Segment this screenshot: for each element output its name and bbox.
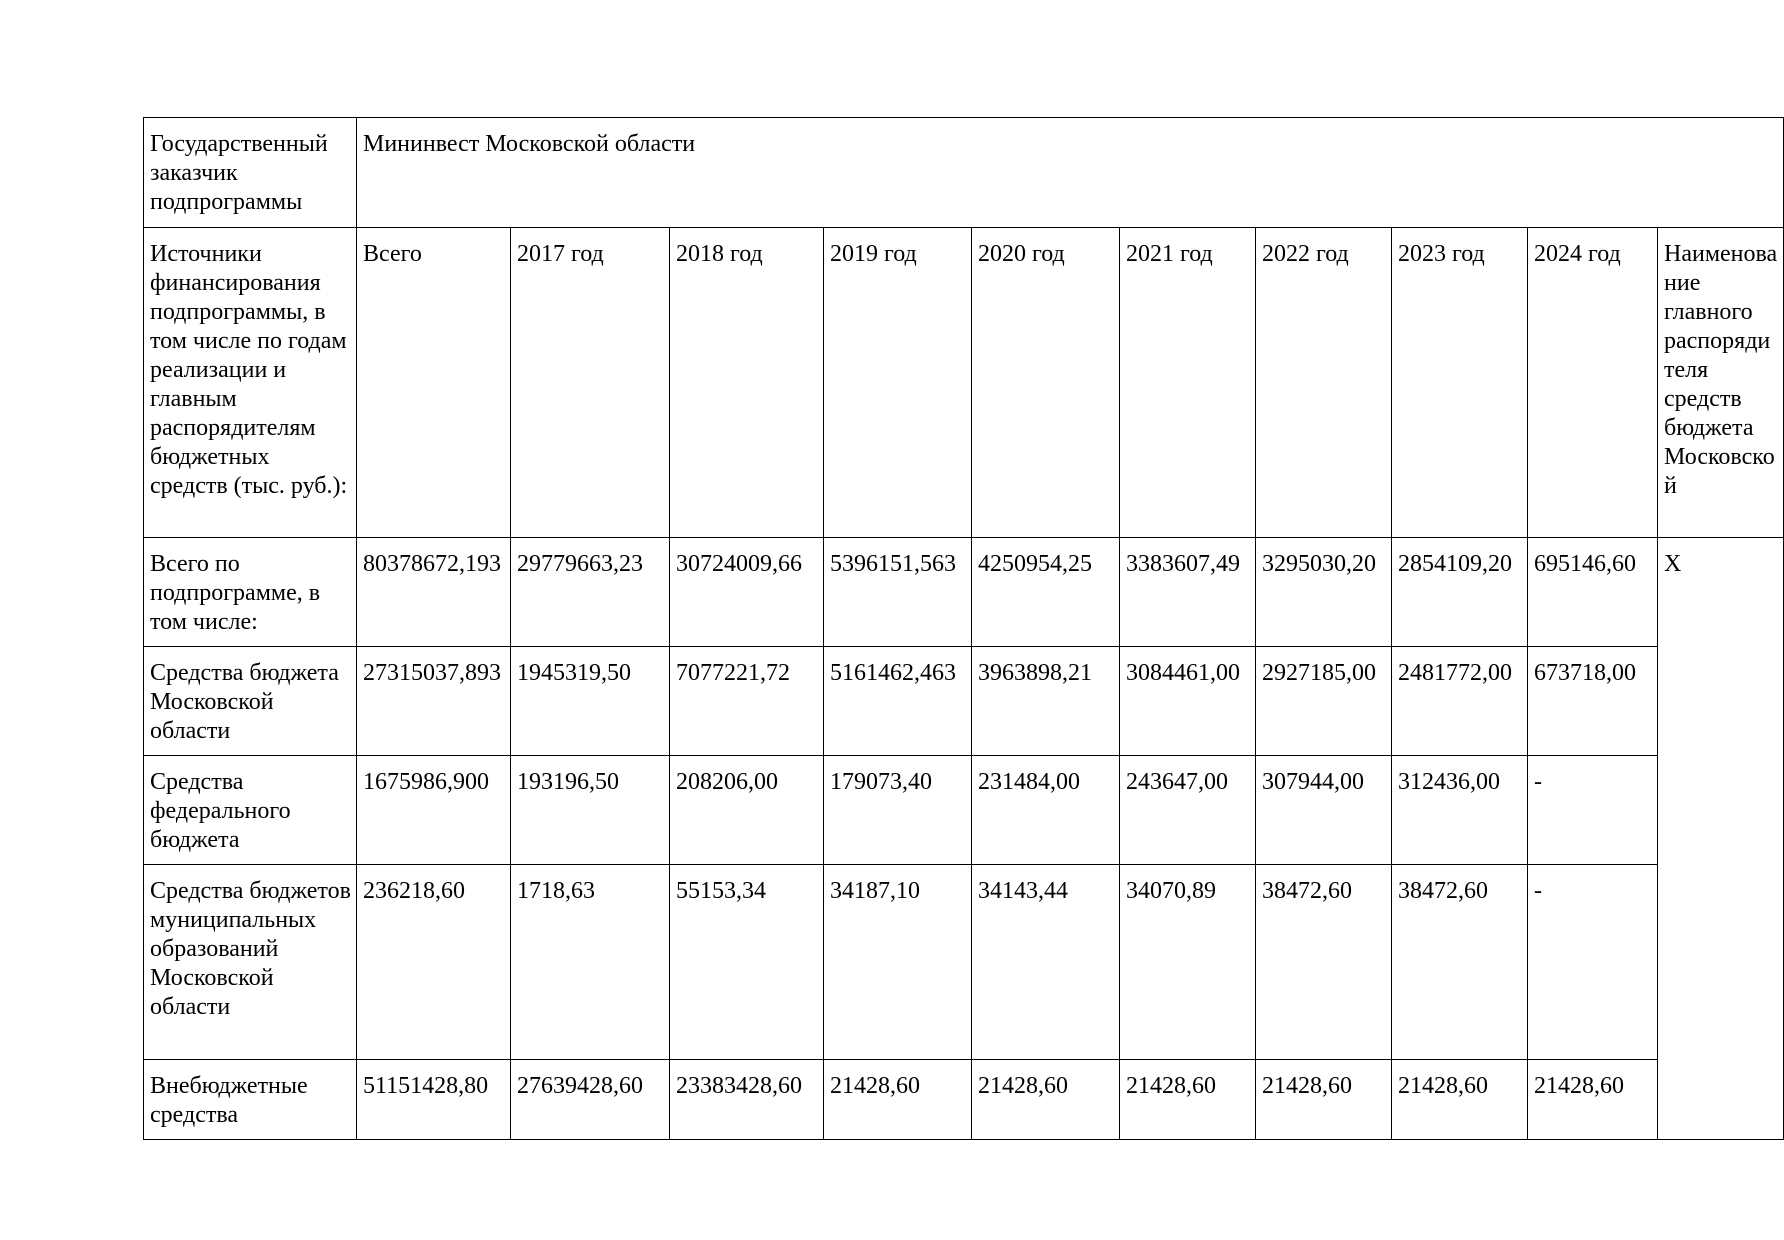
cell-2019: 5396151,563 — [824, 538, 972, 647]
cell-2024: - — [1528, 865, 1658, 1060]
table-row-regional — [144, 647, 1784, 756]
cell-2021: 3383607,49 — [1120, 538, 1256, 647]
cell-2021: 21428,60 — [1120, 1060, 1256, 1140]
table-row-municipal — [144, 865, 1784, 1060]
header-col-2021: 2021 год — [1120, 228, 1256, 538]
cell-2022: 307944,00 — [1256, 756, 1392, 865]
cell-2020: 34143,44 — [972, 865, 1120, 1060]
cell-2020: 21428,60 — [972, 1060, 1120, 1140]
cell-2019: 34187,10 — [824, 865, 972, 1060]
header-col-2023: 2023 год — [1392, 228, 1528, 538]
cell-2022: 38472,60 — [1256, 865, 1392, 1060]
customer-value: Мининвест Московской области — [357, 118, 1784, 228]
header-col-distributor: Наименование главного распорядителя средств бюджета Московской — [1658, 228, 1784, 538]
table-row-federal — [144, 756, 1784, 865]
header-col-2019: 2019 год — [824, 228, 972, 538]
financing-table — [143, 117, 1784, 1140]
cell-2018: 7077221,72 — [670, 647, 824, 756]
header-col-2022: 2022 год — [1256, 228, 1392, 538]
cell-2022: 2927185,00 — [1256, 647, 1392, 756]
row-label: Средства бюджетов муниципальных образований Московской области — [144, 865, 357, 1060]
cell-2023: 2481772,00 — [1392, 647, 1528, 756]
cell-2019: 179073,40 — [824, 756, 972, 865]
header-col-2024: 2024 год — [1528, 228, 1658, 538]
cell-2019: 21428,60 — [824, 1060, 972, 1140]
header-row — [144, 228, 1784, 538]
cell-2019: 5161462,463 — [824, 647, 972, 756]
cell-2023: 312436,00 — [1392, 756, 1528, 865]
cell-2018: 30724009,66 — [670, 538, 824, 647]
cell-2020: 4250954,25 — [972, 538, 1120, 647]
cell-2017: 27639428,60 — [511, 1060, 670, 1140]
cell-total: 27315037,893 — [357, 647, 511, 756]
cell-2020: 3963898,21 — [972, 647, 1120, 756]
row-label: Внебюджетные средства — [144, 1060, 357, 1140]
cell-distributor: X — [1658, 538, 1784, 1140]
row-label: Средства бюджета Московской области — [144, 647, 357, 756]
header-label: Источники финансирования подпрограммы, в том числе по годам реализации и главным распорядителям бюджетных средств (тыс. руб.): — [144, 228, 357, 538]
cell-2018: 208206,00 — [670, 756, 824, 865]
cell-2024: 695146,60 — [1528, 538, 1658, 647]
header-col-2017: 2017 год — [511, 228, 670, 538]
cell-total: 80378672,193 — [357, 538, 511, 647]
row-label: Средства федерального бюджета — [144, 756, 357, 865]
cell-2022: 21428,60 — [1256, 1060, 1392, 1140]
customer-label: Государственный заказчик подпрограммы — [144, 118, 357, 228]
cell-2017: 1945319,50 — [511, 647, 670, 756]
table-row-total — [144, 538, 1784, 647]
header-col-2018: 2018 год — [670, 228, 824, 538]
cell-2021: 243647,00 — [1120, 756, 1256, 865]
cell-2018: 55153,34 — [670, 865, 824, 1060]
cell-2022: 3295030,20 — [1256, 538, 1392, 647]
header-col-total: Всего — [357, 228, 511, 538]
row-label: Всего по подпрограмме, в том числе: — [144, 538, 357, 647]
cell-2020: 231484,00 — [972, 756, 1120, 865]
cell-total: 1675986,900 — [357, 756, 511, 865]
cell-2018: 23383428,60 — [670, 1060, 824, 1140]
cell-2017: 1718,63 — [511, 865, 670, 1060]
table-row-extrabudgetary — [144, 1060, 1784, 1140]
cell-2023: 21428,60 — [1392, 1060, 1528, 1140]
header-col-2020: 2020 год — [972, 228, 1120, 538]
customer-row — [144, 118, 1784, 228]
cell-2024: - — [1528, 756, 1658, 865]
cell-2021: 3084461,00 — [1120, 647, 1256, 756]
cell-2017: 193196,50 — [511, 756, 670, 865]
cell-2017: 29779663,23 — [511, 538, 670, 647]
cell-total: 236218,60 — [357, 865, 511, 1060]
cell-2023: 2854109,20 — [1392, 538, 1528, 647]
cell-total: 51151428,80 — [357, 1060, 511, 1140]
cell-2023: 38472,60 — [1392, 865, 1528, 1060]
cell-2024: 673718,00 — [1528, 647, 1658, 756]
cell-2021: 34070,89 — [1120, 865, 1256, 1060]
cell-2024: 21428,60 — [1528, 1060, 1658, 1140]
